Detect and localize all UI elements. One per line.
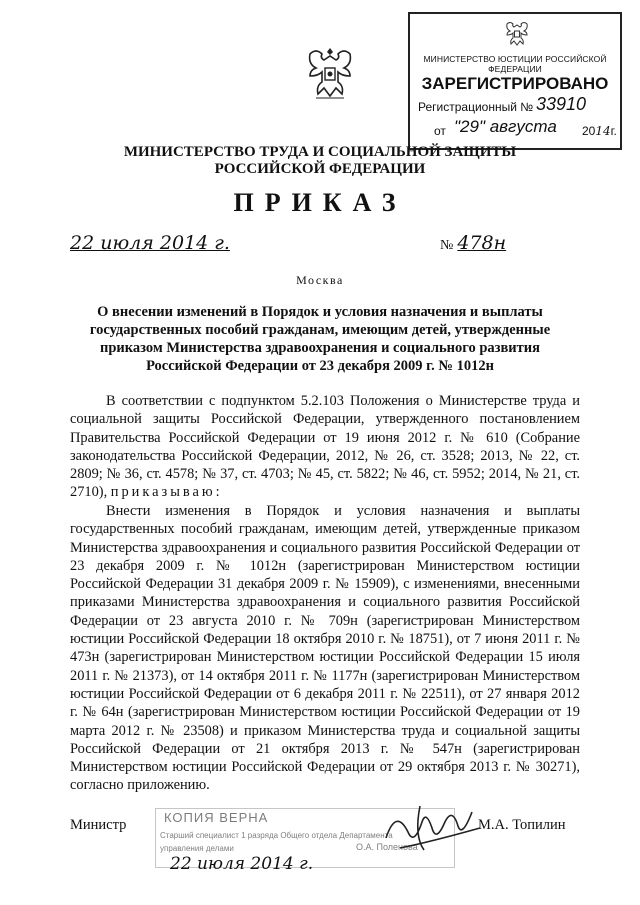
paragraph-2-text: Внести изменения в Порядок и условия назначения и выплаты государственных пособий гражданам, имеющим детей, утвержденные приказом Министерства здравоохранения и социального развития Российской Федерации от 23 декабря 2009 г. № 1012н (зарегистрирован Министерством юстиции Российской Федерации 31 декабря 2009 г. № 15909), с изменениями, внесенными приказами Министерства здравоохранения и социального развития Российской Федерации от 23 августа 2010 г. № 709н (зарегистрирован Министерством юстиции Российской Федерации 18 октября 2010 г. № 18751), от 7 июня 2011 г. № 473н (зарегистрирован Министерством юстиции Российской Федерации 15 июля 2011 г. № 21373), от 14 октября 2011 г. № 1177н (зарегистрирован Министерством юстиции Российской Федерации от 6 декабря 2011 г. № 22511), от 27 января 2012 г. № 64н (зарегистрирован Министерством юстиции Российской Федерации от 19 марта 2012 г. № 23508) и приказом Министерства труда и социальной защиты Российской Федерации от 21 октября 2013 г. № 547н (зарегистрирован Министерством юстиции Российской Федерации от 29 октября 2013 г. № 30271), согласно приложению. [70,503,580,794]
ministry-name-line2: РОССИЙСКОЙ ФЕДЕРАЦИИ [214,161,426,177]
document-type: ПРИКАЗ [233,188,407,217]
order-number [440,232,506,254]
copy-stamp-department: управления делами [160,844,234,853]
copy-stamp-date: 22 июля 2014 г. [170,854,314,874]
stamp-ministry: МИНИСТЕРСТВО ЮСТИЦИИ РОССИЙСКОЙ ФЕДЕРАЦИИ [423,54,607,74]
stamp-year: 2014г. [582,124,617,138]
stamp-status: ЗАРЕГИСТРИРОВАНО [421,74,609,93]
stamp-date-value: "29" августа [454,117,557,136]
ministry-name-line1: МИНИСТЕРСТВО ТРУДА И СОЦИАЛЬНОЙ ЗАЩИТЫ [123,144,517,160]
signatory-title: Министр [70,817,127,833]
stamp-emblem-icon [502,17,532,51]
copy-stamp-position: Старший специалист 1 разряда Общего отдела Департамента [160,831,393,840]
order-word: приказываю: [110,484,223,501]
signatory-name: М.А. Топилин [478,817,566,833]
handwritten-signature [380,798,490,868]
stamp-reg-number-value: 33910 [536,94,587,114]
stamp-date-prefix: от [434,124,446,138]
document-heading: О внесении изменений в Порядок и условия назначения и выплаты государственных пособий гражданам, имеющим детей, утвержденные приказом Министерства здравоохранения и социального развития Российской Федерации от 23 декабря 2009 г. № 1012н [89,304,551,374]
city: Москва [296,273,344,287]
paragraph-1-text: В соответствии с подпунктом 5.2.103 Положения о Министерстве труда и социальной защиты Российской Федерации, утвержденного постановлением Правительства Российской Федерации от 19 июня 2012 г. № 610 (Собрание законодательства Российской Федерации, 2012, № 26, ст. 3528; 2013, № 22, ст. 2809; № 36, ст. 4578; № 37, ст. 4703; № 45, ст. 5822; № 46, ст. 5952; 2014, № 21, ст. 2710), [70,393,580,501]
registration-stamp [408,12,622,150]
coat-of-arms-emblem [302,40,358,108]
order-number-value: 478н [457,232,507,254]
order-number-prefix: № [440,238,454,253]
stamp-reg-date [434,117,617,138]
body-paragraph-2 [70,502,580,795]
body-paragraph-1 [70,392,580,502]
copy-stamp-name: О.А. Поленова [356,842,418,852]
stamp-reg-number [418,94,587,114]
stamp-reg-label: Регистрационный № [418,100,534,114]
order-date: 22 июля 2014 г. [70,232,230,254]
copy-stamp-title: КОПИЯ ВЕРНА [164,810,269,825]
